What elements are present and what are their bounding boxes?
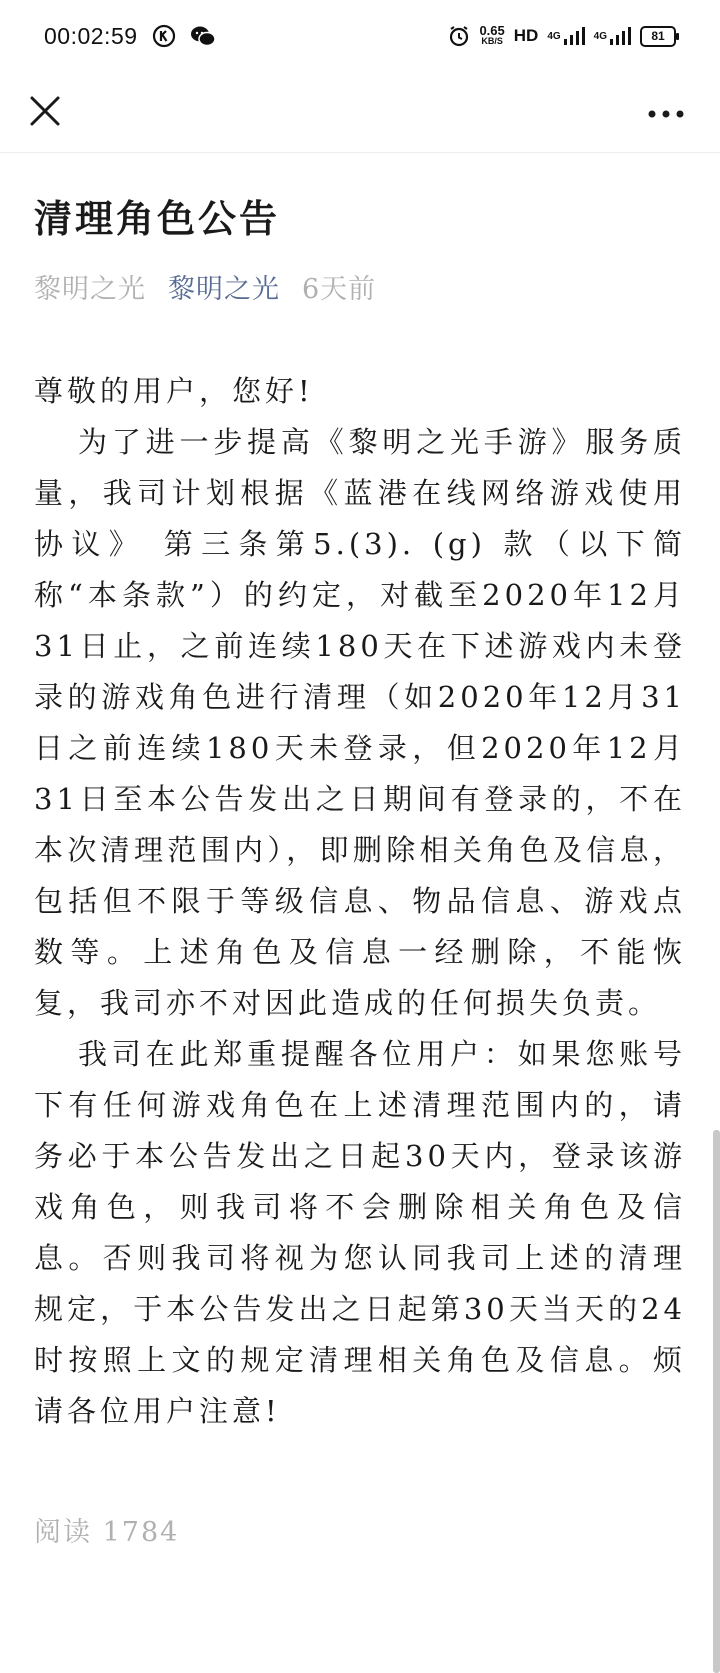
article-title: 清理角色公告 <box>34 196 281 241</box>
signal2-label: 4G <box>593 30 607 42</box>
scrollbar[interactable] <box>713 1130 720 1673</box>
status-bar <box>0 0 720 72</box>
status-bar-left <box>44 23 216 50</box>
net-speed <box>479 25 504 47</box>
close-button[interactable] <box>22 88 68 134</box>
net-speed-unit: KB/S <box>481 36 503 46</box>
status-bar-right <box>448 25 676 47</box>
publish-time: 6天前 <box>302 274 377 305</box>
article <box>34 152 686 1437</box>
read-count: 阅读 1784 <box>34 1517 180 1548</box>
net-speed-value: 0.65 <box>479 23 505 38</box>
signal1-label: 4G <box>547 30 561 42</box>
close-icon <box>22 88 68 134</box>
article-meta <box>34 267 686 306</box>
more-button[interactable] <box>642 90 690 134</box>
wechat-icon <box>190 25 216 47</box>
article-body <box>34 366 686 1437</box>
signal-icon-1 <box>547 26 584 46</box>
signal-icon-2 <box>594 26 631 46</box>
more-icon <box>642 90 690 134</box>
article-author: 黎明之光 <box>34 274 146 305</box>
article-paragraph: 我司在此郑重提醒各位用户：如果您账号下有任何游戏角色在上述清理范围内的，请务必于本公告发出之日起30天内，登录该游戏角色，则我司将不会删除相关角色及信息。否则我司将视为您认同我司上述的清理规定，于本公告发出之日起第30天当天的24时按照上文的规定清理相关角色及信息。烦请各位用户注意! <box>34 1037 686 1428</box>
account-link[interactable]: 黎明之光 <box>168 274 280 305</box>
alarm-icon <box>448 25 470 47</box>
battery-indicator: 81 <box>640 26 676 47</box>
nav-bar <box>0 72 720 153</box>
article-greeting: 尊敬的用户，您好! <box>34 374 314 408</box>
hd-label: HD <box>513 26 539 45</box>
status-time: 00:02:59 <box>44 22 138 49</box>
article-paragraph: 为了进一步提高《黎明之光手游》服务质量，我司计划根据《蓝港在线网络游戏使用协议》 第三条第5.(3). (g) 款（以下简称“本条款”）的约定，对截至2020年12月31日止，之前连续180天在下述游戏内未登录的游戏角色进行清理（如2020年12月31日之前连续180天未登录，但2020年12月31日至本公告发出之日期间有登录的，不在本次清理范围内），即删除相关角色及信息，包括但不限于等级信息、物品信息、游戏点数等。上述角色及信息一经删除，不能恢复，我司亦不对因此造成的任何损失负责。 <box>34 425 686 1020</box>
k-app-icon <box>152 24 176 48</box>
